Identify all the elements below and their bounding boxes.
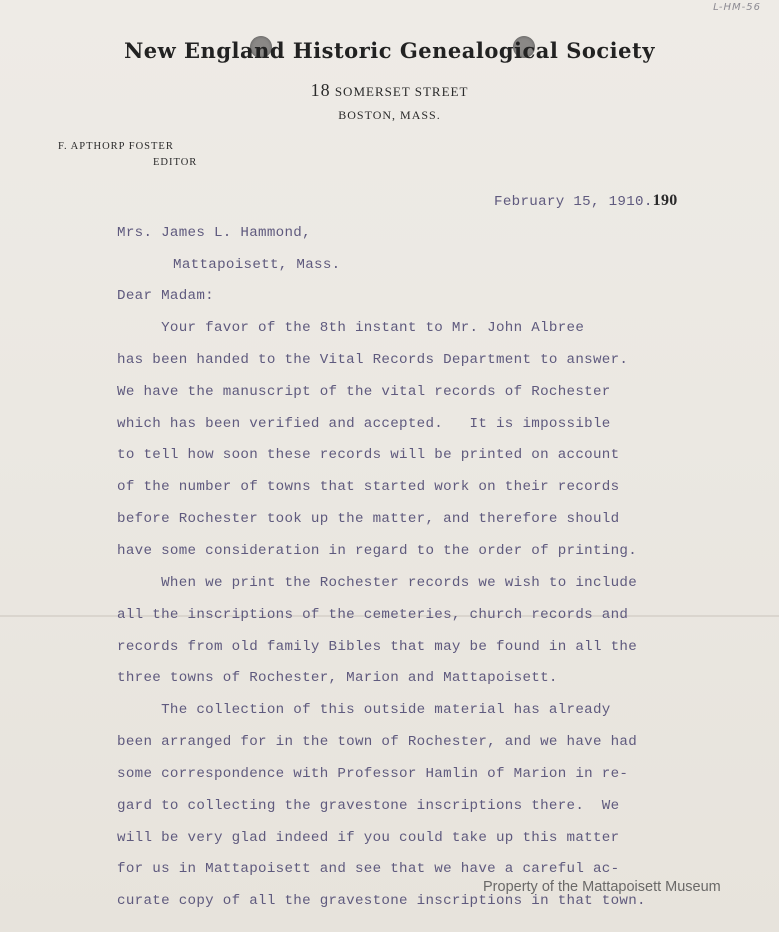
city-line: BOSTON, MASS. [338, 108, 441, 122]
body-line: The collection of this outside material has already [117, 702, 611, 719]
body-line: Your favor of the 8th instant to Mr. John Albree [117, 320, 585, 336]
body-line: We have the manuscript of the vital records of Rochester [117, 383, 611, 400]
body-line: When we print the Rochester records we wish to include [117, 574, 638, 591]
body-line: have some consideration in regard to the order of printing. [117, 542, 638, 559]
society-name: New England Historic Genealogical Society [124, 38, 655, 63]
body-line: of the number of towns that started work on their records [117, 479, 620, 496]
letter-date [494, 192, 678, 210]
body-line: has been handed to the Vital Records Department to answer. [117, 351, 629, 368]
body-line: to tell how soon these records will be printed on account [117, 447, 620, 464]
editor-name: F. APTHORP FOSTER [58, 141, 174, 152]
street-name: SOMERSET STREET [334, 84, 469, 99]
salutation: Dear Madam: [117, 288, 214, 304]
body-line: records from old family Bibles that may be found in all the [117, 638, 638, 655]
body-line: all the inscriptions of the cemeteries, church records and [117, 606, 629, 623]
recipient-name: Mrs. James L. Hammond, [117, 225, 311, 241]
museum-watermark: Property of the Mattapoisett Museum [483, 879, 721, 895]
recipient-location: Mattapoisett, Mass. [173, 257, 341, 273]
printed-year-prefix: 190 [652, 192, 678, 209]
body-line: will be very glad indeed if you could take up this matter [117, 829, 620, 846]
body-line: some correspondence with Professor Hamlin of Marion in re- [117, 765, 629, 782]
editor-title: EDITOR [153, 157, 198, 168]
body-line: gard to collecting the gravestone inscriptions there. We [117, 797, 620, 814]
pencil-catalog-note: L-HM-56 [713, 2, 761, 13]
street-address [0, 80, 779, 101]
body-line: been arranged for in the town of Rochester, and we have had [117, 734, 638, 751]
body-line: before Rochester took up the matter, and therefore should [117, 511, 620, 528]
body-line: curate copy of all the gravestone inscriptions in that town. [117, 893, 646, 910]
typed-date: February 15, 1910. [494, 194, 653, 210]
body-line: three towns of Rochester, Marion and Mattapoisett. [117, 670, 558, 687]
body-line: which has been verified and accepted. It is impossible [117, 415, 611, 432]
body-line: for us in Mattapoisett and see that we have a careful ac- [117, 861, 620, 878]
street-number: 18 [310, 80, 331, 100]
